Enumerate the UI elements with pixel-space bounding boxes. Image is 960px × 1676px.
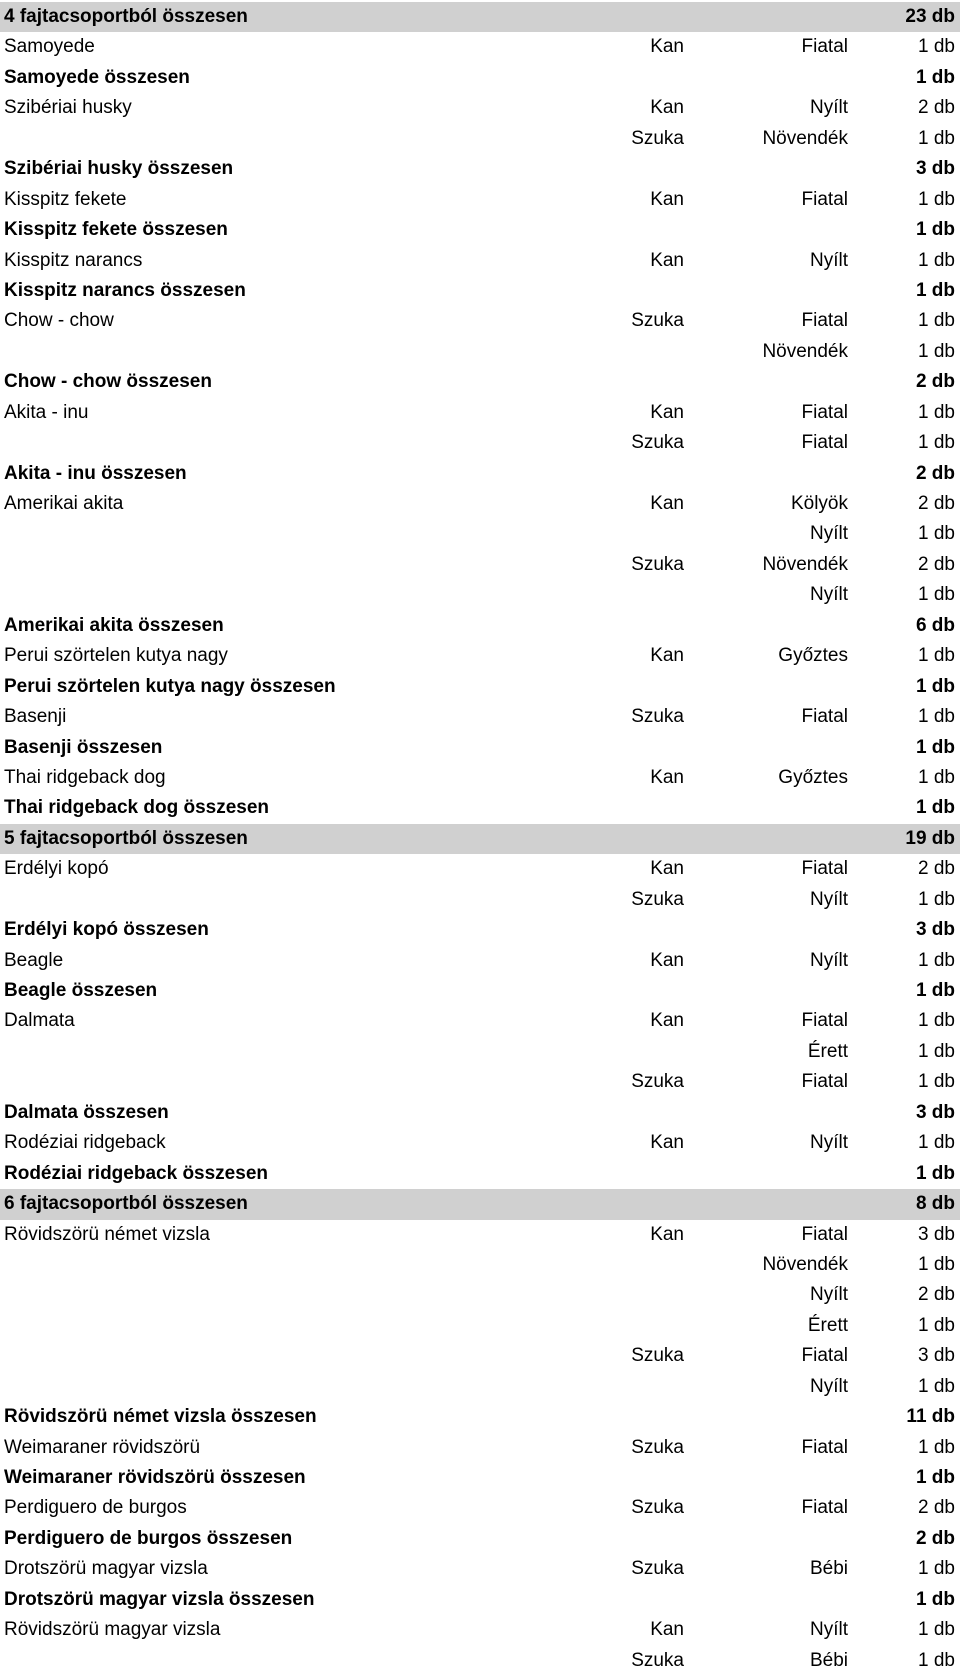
entry-row — [0, 1341, 960, 1371]
breed-cell: Samoyede — [4, 36, 95, 58]
class-cell — [700, 2, 848, 32]
sex-cell — [600, 1189, 684, 1219]
entry-row — [0, 93, 960, 123]
count-cell: 1 db — [915, 675, 955, 697]
sex-cell: Szuka — [631, 432, 684, 454]
sex-cell — [600, 1463, 684, 1493]
sex-cell: Kan — [650, 188, 684, 210]
sex-cell — [600, 580, 684, 610]
sex-cell: Szuka — [631, 1345, 684, 1367]
breed-cell: Erdélyi kopó — [4, 858, 109, 880]
sex-cell: Kan — [650, 949, 684, 971]
count-cell: 1 db — [918, 1071, 955, 1093]
breed-cell: Beagle összesen — [4, 980, 158, 1001]
class-cell — [700, 367, 848, 397]
class-cell: Nyílt — [810, 249, 848, 271]
class-cell: Nyílt — [810, 97, 848, 119]
breed-subtotal-row — [0, 1463, 960, 1493]
sex-cell: Kan — [650, 645, 684, 667]
sex-cell: Szuka — [631, 127, 684, 149]
class-cell — [700, 611, 848, 641]
breed-cell: Thai ridgeback dog összesen — [4, 797, 270, 819]
count-cell: 2 db — [915, 462, 955, 484]
class-cell — [700, 459, 848, 489]
sex-cell — [600, 611, 684, 641]
entry-row — [0, 763, 960, 793]
sex-cell: Kan — [650, 858, 684, 880]
breed-cell: Kisspitz narancs — [4, 249, 143, 271]
count-cell: 3 db — [915, 158, 955, 180]
class-cell — [700, 1098, 848, 1128]
breed-cell: Dalmata — [4, 1010, 75, 1032]
count-cell: 1 db — [918, 1040, 955, 1062]
class-cell — [700, 154, 848, 184]
breed-cell: Weimaraner rövidszörü összesen — [4, 1467, 306, 1488]
entry-row — [0, 1554, 960, 1584]
breed-cell: Rodéziai ridgeback összesen — [4, 1162, 268, 1184]
sex-cell: Kan — [650, 249, 684, 271]
count-cell: 2 db — [918, 97, 955, 119]
breed-cell: Rodéziai ridgeback — [4, 1132, 166, 1154]
count-cell: 2 db — [918, 1497, 955, 1519]
breed-subtotal-row — [0, 63, 960, 93]
sex-cell: Kan — [650, 1619, 684, 1641]
count-cell: 23 db — [905, 6, 955, 27]
breed-cell — [4, 337, 604, 367]
breed-cell — [4, 1037, 604, 1067]
entry-row — [0, 1646, 960, 1676]
count-cell: 19 db — [905, 827, 955, 849]
sex-cell: Szuka — [631, 1558, 684, 1580]
sex-cell: Szuka — [631, 706, 684, 728]
class-cell: Fiatal — [801, 858, 848, 880]
count-cell: 1 db — [915, 1467, 955, 1488]
count-cell: 1 db — [918, 1010, 955, 1032]
sex-cell — [600, 1098, 684, 1128]
entry-row — [0, 246, 960, 276]
sex-cell: Szuka — [631, 1497, 684, 1519]
class-cell: Nyílt — [810, 584, 848, 606]
sex-cell — [600, 215, 684, 245]
breed-cell: Drotszörü magyar vizsla — [4, 1558, 208, 1580]
sex-cell — [600, 519, 684, 549]
breed-cell — [4, 1067, 604, 1097]
sex-cell: Szuka — [631, 1649, 684, 1671]
count-cell: 3 db — [915, 919, 955, 941]
count-cell: 1 db — [918, 888, 955, 910]
count-cell: 3 db — [918, 1223, 955, 1245]
count-cell: 1 db — [915, 219, 955, 241]
group-total-row — [0, 2, 960, 32]
breed-subtotal-row — [0, 672, 960, 702]
entry-row — [0, 1311, 960, 1341]
breed-cell: Basenji — [4, 706, 67, 728]
entry-row — [0, 854, 960, 884]
breed-subtotal-row — [0, 215, 960, 245]
breed-cell: Weimaraner rövidszörü — [4, 1436, 201, 1458]
count-cell: 1 db — [915, 980, 955, 1001]
sex-cell: Szuka — [631, 1436, 684, 1458]
breed-cell: 4 fajtacsoportból összesen — [4, 6, 248, 27]
class-cell: Fiatal — [801, 1497, 848, 1519]
count-cell: 1 db — [918, 645, 955, 667]
class-cell — [700, 1159, 848, 1189]
sex-cell: Kan — [650, 1010, 684, 1032]
breed-cell: Akita - inu összesen — [4, 462, 187, 484]
sex-cell — [600, 154, 684, 184]
sex-cell: Kan — [650, 493, 684, 514]
class-cell — [700, 976, 848, 1006]
count-cell: 1 db — [918, 127, 955, 149]
breed-cell — [4, 428, 604, 458]
breed-cell: Kisspitz fekete összesen — [4, 219, 228, 241]
entry-row — [0, 337, 960, 367]
entry-row — [0, 1128, 960, 1158]
class-cell: Nyílt — [810, 888, 848, 910]
sex-cell — [600, 1585, 684, 1615]
breed-cell: Amerikai akita összesen — [4, 614, 224, 636]
entry-row — [0, 1372, 960, 1402]
count-cell: 1 db — [918, 584, 955, 606]
class-cell — [700, 1463, 848, 1493]
breed-cell: Perui szörtelen kutya nagy — [4, 645, 228, 667]
class-cell: Fiatal — [801, 310, 848, 332]
sex-cell: Kan — [650, 1223, 684, 1245]
class-cell: Nyílt — [810, 1132, 848, 1154]
count-cell: 1 db — [918, 766, 955, 788]
entry-row — [0, 946, 960, 976]
count-cell: 1 db — [915, 1162, 955, 1184]
count-cell: 1 db — [915, 1588, 955, 1610]
breed-cell — [4, 1250, 604, 1280]
count-cell: 1 db — [915, 66, 955, 88]
breed-subtotal-row — [0, 1098, 960, 1128]
breed-cell — [4, 1280, 604, 1310]
class-cell: Fiatal — [801, 706, 848, 728]
breed-cell: Szibériai husky összesen — [4, 158, 234, 180]
breed-cell — [4, 1311, 604, 1341]
sex-cell — [600, 276, 684, 306]
entry-row — [0, 428, 960, 458]
class-cell — [700, 793, 848, 823]
count-cell: 8 db — [915, 1193, 955, 1215]
breed-cell — [4, 580, 604, 610]
breed-cell: Rövidszörü német vizsla — [4, 1223, 210, 1245]
count-cell: 1 db — [918, 949, 955, 971]
sex-cell — [600, 2, 684, 32]
breed-subtotal-row — [0, 733, 960, 763]
sex-cell: Kan — [650, 766, 684, 788]
count-cell: 1 db — [918, 1132, 955, 1154]
breed-cell — [4, 519, 604, 549]
entry-row — [0, 519, 960, 549]
entry-row — [0, 1615, 960, 1645]
entry-row — [0, 1037, 960, 1067]
class-cell: Győztes — [778, 766, 848, 788]
count-cell: 1 db — [918, 1436, 955, 1458]
breed-cell: Erdélyi kopó összesen — [4, 919, 209, 941]
count-cell: 1 db — [918, 1375, 955, 1397]
sex-cell — [600, 1037, 684, 1067]
class-cell: Fiatal — [801, 1345, 848, 1367]
breed-cell — [4, 550, 604, 580]
sex-cell — [600, 1159, 684, 1189]
class-cell: Növendék — [762, 127, 848, 149]
class-cell: Fiatal — [801, 1223, 848, 1245]
class-cell: Fiatal — [801, 432, 848, 454]
count-cell: 3 db — [915, 1101, 955, 1123]
sex-cell — [600, 733, 684, 763]
breed-subtotal-row — [0, 915, 960, 945]
breed-cell: Basenji összesen — [4, 736, 163, 758]
sex-cell: Szuka — [631, 553, 684, 575]
entry-row — [0, 489, 960, 519]
count-cell: 2 db — [918, 858, 955, 880]
count-cell: 1 db — [918, 188, 955, 210]
sex-cell: Szuka — [631, 310, 684, 332]
entry-row — [0, 580, 960, 610]
class-cell — [700, 824, 848, 854]
entry-row — [0, 398, 960, 428]
entry-row — [0, 185, 960, 215]
count-cell: 1 db — [918, 401, 955, 423]
sex-cell: Kan — [650, 36, 684, 58]
class-cell — [700, 1524, 848, 1554]
entry-row — [0, 1493, 960, 1523]
class-cell: Fiatal — [801, 1010, 848, 1032]
breed-subtotal-row — [0, 276, 960, 306]
breed-cell — [4, 124, 604, 154]
breed-subtotal-row — [0, 154, 960, 184]
class-cell — [700, 733, 848, 763]
breed-subtotal-row — [0, 793, 960, 823]
entry-row — [0, 550, 960, 580]
sex-cell: Szuka — [631, 1071, 684, 1093]
breed-cell: Kisspitz fekete — [4, 188, 127, 210]
class-cell: Bébi — [809, 1649, 848, 1671]
breed-cell: Perdiguero de burgos — [4, 1497, 187, 1519]
breed-cell: Dalmata összesen — [4, 1101, 169, 1123]
entry-row — [0, 32, 960, 62]
count-cell: 1 db — [918, 1619, 955, 1641]
class-cell: Fiatal — [801, 1436, 848, 1458]
count-cell: 2 db — [918, 493, 955, 514]
class-cell: Kölyök — [790, 493, 848, 514]
entry-row — [0, 641, 960, 671]
class-cell: Nyílt — [810, 1619, 848, 1641]
breed-cell — [4, 1341, 604, 1371]
count-cell: 2 db — [915, 1527, 955, 1549]
class-cell: Érett — [807, 1040, 848, 1062]
class-cell: Nyílt — [810, 1284, 848, 1306]
class-cell — [700, 215, 848, 245]
count-cell: 1 db — [915, 736, 955, 758]
breed-cell: Thai ridgeback dog — [4, 766, 166, 788]
class-cell — [700, 672, 848, 702]
breed-cell — [4, 1372, 604, 1402]
class-cell: Fiatal — [801, 1071, 848, 1093]
breed-cell: Perdiguero de burgos összesen — [4, 1527, 293, 1549]
count-cell: 1 db — [915, 279, 955, 301]
count-cell: 1 db — [918, 1649, 955, 1671]
breed-cell: Rövidszörü magyar vizsla — [4, 1619, 221, 1641]
sex-cell: Szuka — [631, 888, 684, 910]
entry-row — [0, 1280, 960, 1310]
class-cell: Fiatal — [801, 188, 848, 210]
count-cell: 1 db — [918, 523, 955, 545]
sex-cell: Kan — [650, 97, 684, 119]
entry-row — [0, 1250, 960, 1280]
sex-cell — [600, 63, 684, 93]
breed-cell: Amerikai akita — [4, 493, 124, 514]
sex-cell — [600, 1372, 684, 1402]
breed-cell: Samoyede összesen — [4, 66, 190, 88]
breed-subtotal-row — [0, 1402, 960, 1432]
breed-cell: 6 fajtacsoportból összesen — [4, 1193, 248, 1215]
class-cell: Nyílt — [810, 523, 848, 545]
sex-cell — [600, 793, 684, 823]
entry-row — [0, 306, 960, 336]
breed-subtotal-row — [0, 1524, 960, 1554]
count-cell: 1 db — [918, 706, 955, 728]
breed-subtotal-row — [0, 1585, 960, 1615]
group-total-row — [0, 824, 960, 854]
class-cell: Győztes — [778, 645, 848, 667]
entry-row — [0, 1220, 960, 1250]
entry-row — [0, 124, 960, 154]
count-cell: 2 db — [918, 553, 955, 575]
count-cell: 1 db — [918, 310, 955, 332]
breed-subtotal-row — [0, 367, 960, 397]
class-cell: Növendék — [762, 1253, 848, 1275]
class-cell: Nyílt — [810, 1375, 848, 1397]
count-cell: 6 db — [915, 614, 955, 636]
sex-cell — [600, 1524, 684, 1554]
class-cell: Bébi — [809, 1558, 848, 1580]
breed-subtotal-row — [0, 459, 960, 489]
entry-row — [0, 1433, 960, 1463]
count-cell: 1 db — [918, 1253, 955, 1275]
class-cell: Növendék — [762, 340, 848, 362]
breed-subtotal-row — [0, 976, 960, 1006]
count-cell: 1 db — [918, 36, 955, 58]
count-cell: 2 db — [918, 1284, 955, 1306]
sex-cell — [600, 672, 684, 702]
class-cell — [700, 63, 848, 93]
breed-cell — [4, 1646, 604, 1676]
class-cell: Fiatal — [801, 401, 848, 423]
sex-cell — [600, 915, 684, 945]
breed-cell: Akita - inu — [4, 401, 89, 423]
count-cell: 3 db — [918, 1345, 955, 1367]
breed-cell: Perui szörtelen kutya nagy összesen — [4, 675, 336, 697]
count-cell: 1 db — [918, 340, 955, 362]
breed-cell: Drotszörü magyar vizsla összesen — [4, 1588, 315, 1610]
sex-cell — [600, 1250, 684, 1280]
count-cell: 1 db — [918, 1314, 955, 1336]
breed-cell: 5 fajtacsoportból összesen — [4, 827, 248, 849]
count-cell: 2 db — [915, 371, 955, 393]
breed-subtotal-row — [0, 611, 960, 641]
count-cell: 1 db — [918, 1558, 955, 1580]
breed-cell: Kisspitz narancs összesen — [4, 279, 246, 301]
sex-cell: Kan — [650, 401, 684, 423]
entry-row — [0, 1006, 960, 1036]
breed-cell — [4, 885, 604, 915]
entry-row — [0, 885, 960, 915]
entry-row — [0, 1067, 960, 1097]
count-cell: 11 db — [906, 1406, 955, 1428]
sex-cell — [600, 1280, 684, 1310]
class-cell: Fiatal — [801, 36, 848, 58]
group-total-row — [0, 1189, 960, 1219]
sex-cell — [600, 1402, 684, 1432]
entry-row — [0, 702, 960, 732]
sex-cell: Kan — [650, 1132, 684, 1154]
breed-cell: Beagle — [4, 949, 64, 971]
class-cell — [700, 1189, 848, 1219]
sex-cell — [600, 824, 684, 854]
breed-cell: Szibériai husky — [4, 97, 132, 119]
breed-cell: Rövidszörü német vizsla összesen — [4, 1406, 317, 1428]
class-cell: Növendék — [762, 553, 848, 575]
breed-cell: Chow - chow — [4, 310, 114, 332]
count-cell: 1 db — [918, 432, 955, 454]
breed-cell: Chow - chow összesen — [4, 371, 212, 393]
class-cell — [700, 276, 848, 306]
count-cell: 1 db — [918, 249, 955, 271]
sex-cell — [600, 976, 684, 1006]
sex-cell — [600, 337, 684, 367]
class-cell — [700, 915, 848, 945]
class-cell: Érett — [807, 1314, 848, 1336]
count-cell: 1 db — [915, 797, 955, 819]
sex-cell — [600, 367, 684, 397]
class-cell — [700, 1585, 848, 1615]
sex-cell — [600, 1311, 684, 1341]
class-cell: Nyílt — [810, 949, 848, 971]
breed-subtotal-row — [0, 1159, 960, 1189]
class-cell — [700, 1402, 848, 1432]
sex-cell — [600, 459, 684, 489]
